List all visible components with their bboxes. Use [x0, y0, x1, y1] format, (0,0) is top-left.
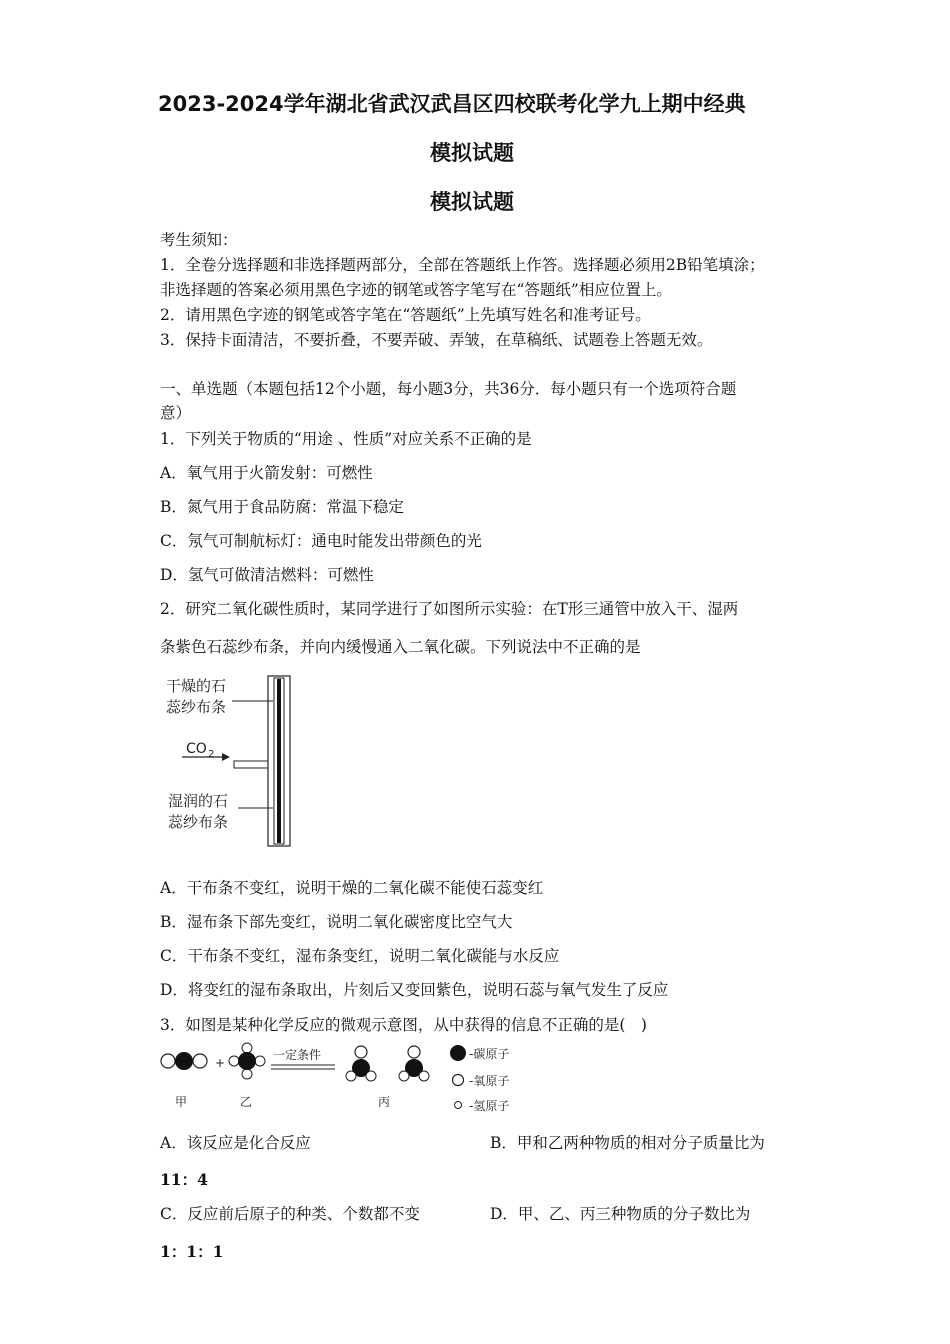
page-subtitle: 模拟试题 [430, 190, 514, 214]
notice-item: 2．请用黑色字迹的钢笔或答字笔在“答题纸”上先填写姓名和准考证号。 [160, 306, 651, 324]
notice-heading: 考生须知： [160, 231, 238, 249]
condition-label: 一定条件 [273, 1048, 322, 1062]
notice-item: 3．保持卡面清洁，不要折叠，不要弄破、弄皱，在草稿纸、试题卷上答题无效。 [160, 331, 713, 349]
q3-option-b-cont: 11：4 [160, 1170, 208, 1189]
legend-oxygen: -氧原子 [469, 1074, 510, 1088]
section-heading: 一、单选题（本题包括12个小题，每小题3分，共36分．每小题只有一个选项符合题 [160, 380, 737, 398]
q3-option-a: A．该反应是化合反应 [160, 1134, 311, 1152]
q2-stem: 2．研究二氧化碳性质时，某同学进行了如图所示实验：在T形三通管中放入干、湿两 [160, 600, 739, 618]
label-bing: 丙 [378, 1095, 391, 1109]
wet-label-2: 蕊纱布条 [168, 813, 229, 831]
q1-option-c: C．氖气可制航标灯：通电时能发出带颜色的光 [160, 532, 482, 550]
plus-sign: + [215, 1056, 226, 1070]
q2-option-b: B．湿布条下部先变红，说明二氧化碳密度比空气大 [160, 913, 513, 931]
q2-option-c: C．干布条不变红，湿布条变红，说明二氧化碳能与水反应 [160, 947, 560, 965]
dry-label-2: 蕊纱布条 [166, 698, 227, 716]
label-yi: 乙 [240, 1095, 253, 1109]
notice-item: 非选择题的答案必须用黑色字迹的钢笔或答字笔写在“答题纸”相应位置上。 [160, 281, 672, 299]
q1-stem: 1．下列关于物质的“用途 、性质”对应关系不正确的是 [160, 430, 532, 448]
q3-option-b: B．甲和乙两种物质的相对分子质量比为 [490, 1134, 765, 1152]
molecule-bing-2 [399, 1046, 429, 1081]
molecule-yi [229, 1043, 265, 1079]
t-tube-figure [160, 670, 300, 850]
inlet-tube [234, 761, 268, 768]
wet-label-1: 湿润的石 [168, 792, 229, 810]
q2-stem-cont: 条紫色石蕊纱布条，并向内缓慢通入二氧化碳。下列说法中不正确的是 [160, 638, 641, 656]
q1-option-b: B．氮气用于食品防腐：常温下稳定 [160, 498, 404, 516]
co2-label: CO [186, 741, 207, 757]
q3-option-d: D．甲、乙、丙三种物质的分子数比为 [490, 1205, 751, 1223]
q3-option-c: C．反应前后原子的种类、个数都不变 [160, 1205, 420, 1223]
section-heading-cont: 意） [160, 404, 192, 422]
label-jia: 甲 [175, 1095, 188, 1109]
molecule-bing-1 [346, 1046, 376, 1081]
strip [277, 679, 281, 843]
notice-item: 1．全卷分选择题和非选择题两部分，全部在答题纸上作答。选择题必须用2B铅笔填涂； [160, 256, 765, 274]
legend-oxygen-icon [453, 1075, 464, 1086]
q2-option-a: A．干布条不变红，说明干燥的二氧化碳不能使石蕊变红 [160, 879, 544, 897]
q1-option-d: D．氢气可做清洁燃料：可燃性 [160, 566, 374, 584]
dry-label-1: 干燥的石 [166, 677, 227, 695]
reaction-diagram [155, 1040, 535, 1116]
page-title-line2: 模拟试题 [430, 141, 514, 165]
legend-carbon: -碳原子 [469, 1047, 510, 1061]
legend-hydrogen: -氢原子 [469, 1099, 510, 1113]
q3-option-d-cont: 1：1：1 [160, 1242, 224, 1261]
q2-option-d: D．将变红的湿布条取出，片刻后又变回紫色，说明石蕊与氧气发生了反应 [160, 981, 669, 999]
legend-carbon-icon [450, 1045, 466, 1061]
page-title: 2023-2024学年湖北省武汉武昌区四校联考化学九上期中经典 [158, 92, 746, 116]
q1-option-a: A．氧气用于火箭发射：可燃性 [160, 464, 373, 482]
molecule-jia [161, 1052, 207, 1070]
legend-hydrogen-icon [455, 1102, 462, 1109]
arrow-icon [222, 753, 230, 761]
co2-subscript: 2 [208, 749, 215, 760]
q3-stem: 3．如图是某种化学反应的微观示意图，从中获得的信息不正确的是( ) [160, 1016, 647, 1034]
